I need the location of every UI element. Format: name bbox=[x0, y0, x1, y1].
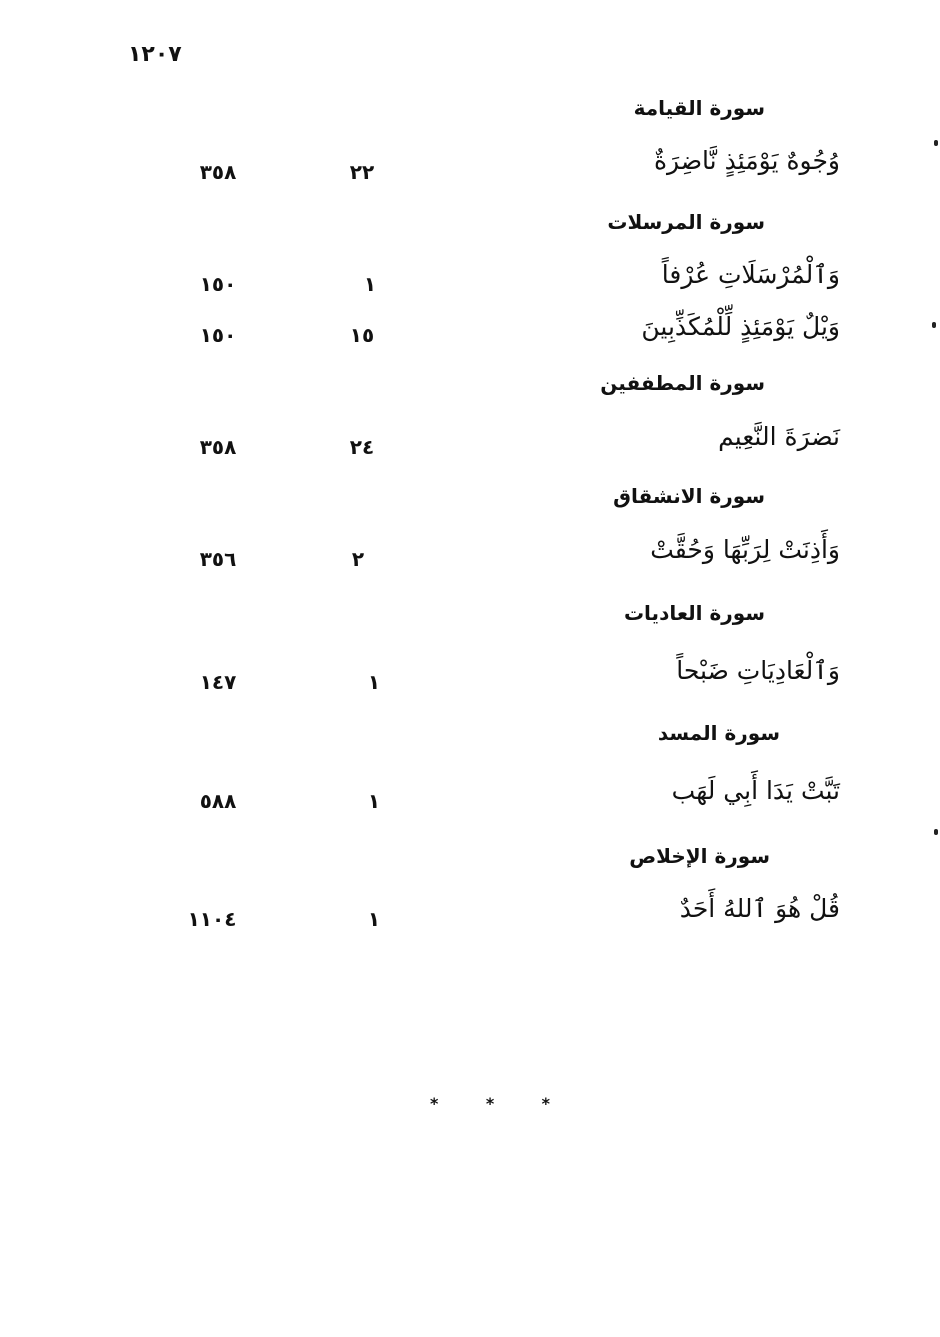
verse-text: وَٱلْعَادِيَاتِ ضَبْحاً bbox=[676, 656, 840, 685]
page-number: ١٢٠٧ bbox=[128, 42, 182, 67]
verse-number: ٢ bbox=[351, 547, 365, 571]
verse-text: وَٱلْمُرْسَلَاتِ عُرْفاً bbox=[661, 260, 840, 289]
asterisk-mark: * bbox=[430, 1094, 439, 1113]
verse-number: ١ bbox=[367, 907, 381, 931]
verse-number: ١ bbox=[367, 789, 381, 813]
page-reference: ٣٥٨ bbox=[199, 160, 237, 184]
page-reference: ٥٨٨ bbox=[199, 789, 237, 813]
surah-title-al-mursalat: سورة المرسلات bbox=[607, 210, 765, 234]
page-reference: ١٥٠ bbox=[199, 323, 237, 347]
end-ornament bbox=[430, 1094, 550, 1113]
page-reference: ٣٥٨ bbox=[199, 435, 237, 459]
surah-title-al-mutaffifin: سورة المطففين bbox=[600, 371, 765, 395]
surah-title-al-qiyamah: سورة القيامة bbox=[633, 96, 765, 120]
surah-title-al-ikhlas: سورة الإخلاص bbox=[629, 844, 770, 868]
surah-title-al-adiyat: سورة العاديات bbox=[623, 601, 765, 625]
verse-text: وَيْلٌ يَوْمَئِذٍ لِّلْمُكَذِّبِينَ bbox=[641, 312, 840, 341]
verse-text: نَضرَةَ النَّعِيم bbox=[718, 422, 840, 451]
verse-text: تَبَّتْ يَدَا أَبِي لَهَب bbox=[671, 776, 840, 805]
verse-number: ١٥ bbox=[349, 323, 375, 347]
verse-number: ١ bbox=[367, 670, 381, 694]
verse-text: وُجُوهٌ يَوْمَئِذٍ نَّاضِرَةٌ bbox=[653, 146, 840, 175]
verse-text: وَأَذِنَتْ لِرَبِّهَا وَحُقَّتْ bbox=[650, 535, 840, 564]
asterisk-mark: * bbox=[485, 1094, 495, 1113]
verse-number: ٢٤ bbox=[349, 435, 375, 459]
page-reference: ١٤٧ bbox=[199, 670, 237, 694]
verse-text: قُلْ هُوَ ٱللهُ أَحَدٌ bbox=[679, 894, 840, 923]
verse-number: ١ bbox=[363, 272, 377, 296]
surah-title-al-inshiqaq: سورة الانشقاق bbox=[613, 484, 765, 508]
verse-number: ٢٢ bbox=[349, 160, 375, 184]
page-reference: ٣٥٦ bbox=[199, 547, 237, 571]
surah-title-al-masad: سورة المسد bbox=[657, 721, 780, 745]
scan-mark bbox=[934, 140, 938, 146]
scan-mark bbox=[934, 829, 938, 835]
scan-mark bbox=[932, 322, 936, 328]
page-reference: ١١٠٤ bbox=[187, 907, 237, 931]
asterisk-mark: * bbox=[541, 1094, 550, 1113]
page-reference: ١٥٠ bbox=[199, 272, 237, 296]
